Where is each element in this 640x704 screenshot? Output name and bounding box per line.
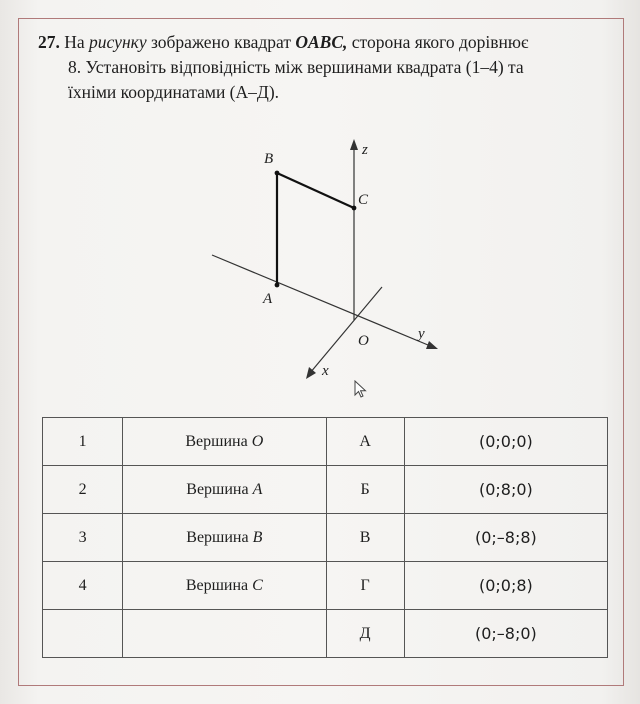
option-letter: Д (326, 610, 404, 658)
edge-bc (277, 173, 354, 208)
problem-text-1: На (64, 32, 90, 52)
problem-statement (38, 30, 618, 105)
label-c: C (358, 192, 369, 208)
table-row (43, 514, 608, 562)
row-number: 4 (43, 562, 123, 610)
mouse-cursor-icon (354, 380, 370, 400)
vertex-word: Вершина (185, 432, 248, 450)
problem-line-2: 8. Установіть відповідність між вершинами квадрата (1–4) та (68, 57, 524, 77)
point-c (352, 206, 357, 211)
coordinate-figure (200, 135, 460, 395)
row-number: 2 (43, 466, 123, 514)
vertex-name: C (252, 576, 263, 594)
y-axis (212, 255, 428, 345)
option-coordinates: (0;0;0) (404, 418, 607, 466)
label-z: z (362, 142, 368, 158)
problem-text-italic: рисунку (89, 32, 147, 52)
option-coordinates: (0;0;8) (404, 562, 607, 610)
row-number: 3 (43, 514, 123, 562)
table-row (43, 466, 608, 514)
point-b (275, 171, 280, 176)
table-row (43, 610, 608, 658)
vertex-name: B (252, 528, 263, 546)
label-a: A (263, 291, 273, 307)
label-b: B (264, 151, 274, 167)
square-name: OABC, (295, 32, 348, 52)
row-number (43, 610, 123, 658)
problem-text-2: зображено квадрат (146, 32, 296, 52)
vertex-cell (123, 466, 326, 514)
vertex-cell (123, 514, 326, 562)
vertex-word: Вершина (185, 576, 249, 594)
label-x: x (322, 363, 329, 379)
option-coordinates: (0;–8;8) (404, 514, 607, 562)
matching-table (42, 417, 608, 658)
point-a (275, 283, 280, 288)
vertex-name: O (251, 432, 264, 450)
y-axis-arrow (426, 341, 438, 349)
table-row (43, 418, 608, 466)
vertex-word: Вершина (186, 528, 249, 546)
vertex-word: Вершина (186, 480, 249, 498)
problem-text-3: сторона якого дорівнює (347, 32, 529, 52)
problem-number: 27. (38, 32, 60, 52)
label-o: O (358, 333, 369, 349)
vertex-cell (123, 610, 326, 658)
vertex-cell (123, 562, 326, 610)
option-coordinates: (0;8;0) (404, 466, 607, 514)
label-y: y (418, 326, 425, 342)
vertex-name: A (252, 480, 263, 498)
problem-line-3: їхніми координатами (А–Д). (68, 82, 280, 102)
option-letter: В (326, 514, 404, 562)
option-coordinates: (0;–8;0) (404, 610, 607, 658)
row-number: 1 (43, 418, 123, 466)
z-axis-arrow (350, 139, 358, 150)
option-letter: А (326, 418, 404, 466)
x-axis-arrow (306, 367, 316, 379)
table-row (43, 562, 608, 610)
option-letter: Б (326, 466, 404, 514)
vertex-cell (123, 418, 326, 466)
option-letter: Г (326, 562, 404, 610)
